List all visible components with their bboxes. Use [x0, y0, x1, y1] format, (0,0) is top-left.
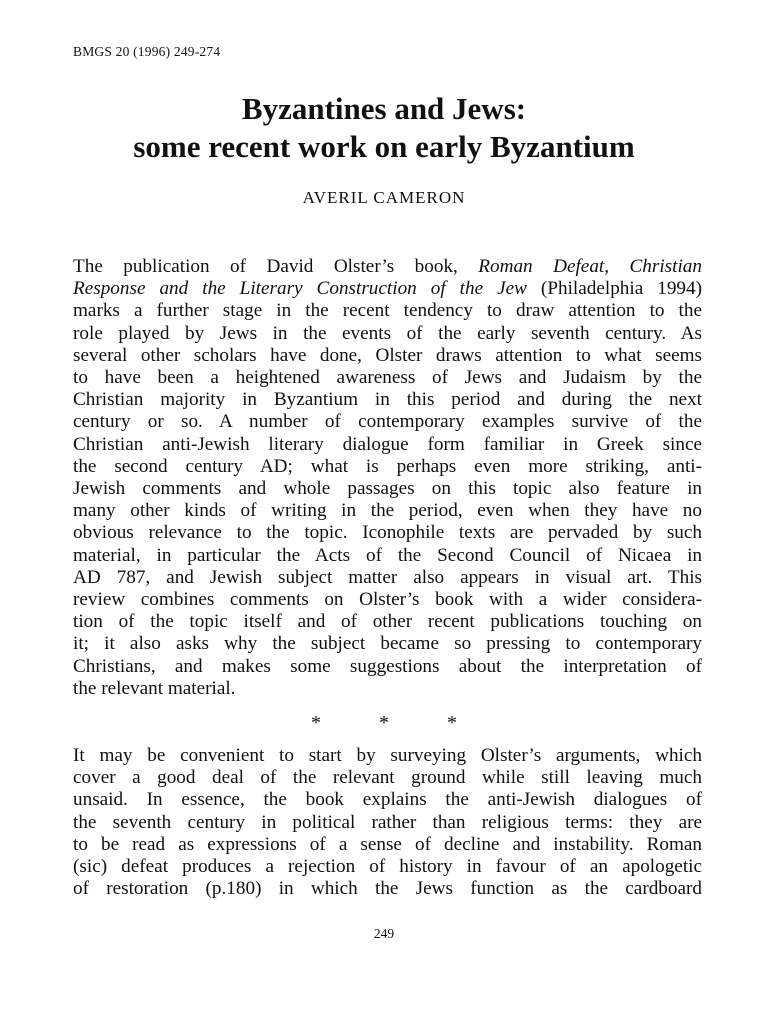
- paragraph-2-line: the seventh century in political rather than religious terms: they are: [73, 811, 702, 833]
- paragraph-1: [73, 256, 702, 700]
- paragraph-2-line: unsaid. In essence, the book explains the anti-Jewish dialogues of: [73, 789, 702, 811]
- paragraph-1-line: AD 787, and Jewish subject matter also appears in visual art. This: [73, 566, 702, 588]
- paragraph-1-line: marks a further stage in the recent tendency to draw attention to the: [73, 300, 702, 322]
- journal-reference: BMGS 20 (1996) 249-274: [73, 44, 221, 59]
- separator-asterisk: *: [311, 712, 321, 734]
- paragraph-1-line: the second century AD; what is perhaps even more striking, anti-: [73, 455, 702, 477]
- paragraph-1-line-1-text: The publication of David Olster’s book,: [73, 256, 479, 277]
- paragraph-1-line: tion of the topic itself and of other recent publications touching on: [73, 611, 702, 633]
- paragraph-1-line: many other kinds of writing in the period, even when they have no: [73, 500, 702, 522]
- paragraph-2-line: It may be convenient to start by surveying Olster’s arguments, which: [73, 745, 702, 766]
- paragraph-1-line: review combines comments on Olster’s book with a wider considera-: [73, 589, 702, 611]
- paragraph-1-line: obvious relevance to the topic. Iconophile texts are pervaded by such: [73, 522, 702, 544]
- paragraph-1-line: Christians, and makes some suggestions about the interpretation of: [73, 655, 702, 677]
- paragraph-1-line: Christian majority in Byzantium in this period and during the next: [73, 389, 702, 411]
- paragraph-1-line: the relevant material.: [73, 677, 236, 699]
- author-name: AVERIL CAMERON: [302, 188, 466, 207]
- title-line-2: some recent work on early Byzantium: [133, 129, 635, 164]
- section-separator: [0, 712, 768, 735]
- book-title-italic: Response and the Literary Construction of the Jew: [73, 278, 527, 300]
- page-number: 249: [373, 926, 395, 941]
- paragraph-2-line: (sic) defeat produces a rejection of history in favour of an apologetic: [73, 856, 702, 878]
- paragraph-1-line: [73, 278, 702, 300]
- paragraph-1-line: it; it also asks why the subject became so pressing to contemporary: [73, 633, 702, 655]
- paragraph-1-line: material, in particular the Acts of the Second Council of Nicaea in: [73, 544, 702, 566]
- paragraph-1-line: [73, 256, 702, 278]
- paragraph-1-line-2-text: (Philadelphia 1994): [526, 278, 702, 300]
- separator-asterisk: *: [447, 712, 457, 734]
- paragraph-2-line: to be read as expressions of a sense of decline and instability. Roman: [73, 833, 702, 855]
- article-title: [0, 90, 768, 166]
- separator-asterisk: *: [379, 712, 389, 734]
- paragraph-2-line: cover a good deal of the relevant ground while still leaving much: [73, 767, 702, 789]
- paragraph-1-line: Jewish comments and whole passages on this topic also feature in: [73, 478, 702, 500]
- paragraph-1-line: several other scholars have done, Olster draws attention to what seems: [73, 344, 702, 366]
- paragraph-2-line: of restoration (p.180) in which the Jews function as the cardboard: [73, 878, 702, 900]
- paragraph-1-line: century or so. A number of contemporary examples survive of the: [73, 411, 702, 433]
- paragraph-2: [73, 745, 702, 900]
- book-title-italic: Roman Defeat, Christian: [478, 256, 702, 277]
- title-line-1: Byzantines and Jews:: [241, 91, 527, 126]
- paragraph-1-line: role played by Jews in the events of the early seventh century. As: [73, 322, 702, 344]
- paragraph-1-line: to have been a heightened awareness of Jews and Judaism by the: [73, 367, 702, 389]
- paragraph-1-line: Christian anti-Jewish literary dialogue form familiar in Greek since: [73, 433, 702, 455]
